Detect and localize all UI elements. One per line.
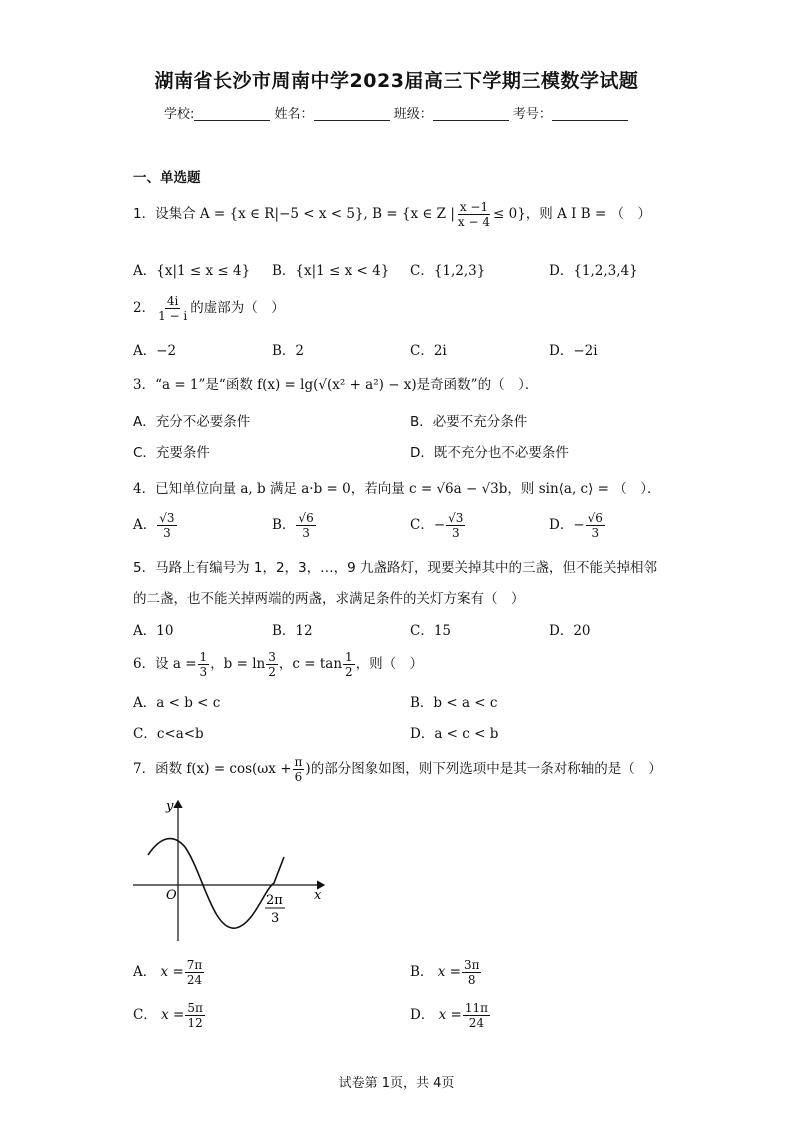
q1-option-c[interactable]: C．{1,2,3}: [410, 263, 486, 279]
question-3-stem: 3．“a = 1”是“函数 f(x) = lg(√(x² + a²) − x)是奇函数”的（ ）．: [133, 377, 539, 393]
q1-set-b-post: ≤ 0}: [493, 206, 526, 222]
q4-option-c-letter: C．: [410, 517, 434, 533]
x-axis-label: x: [314, 888, 322, 903]
q6-fraction-1: [198, 650, 210, 679]
q7-option-c-fraction: [185, 1001, 205, 1030]
q4-option-d-fraction: [586, 511, 605, 540]
q2-option-a[interactable]: A．−2: [133, 343, 177, 359]
q4-option-a-numerator: √3: [159, 511, 175, 525]
q2-fraction: [156, 294, 189, 323]
q7-option-d-letter: D．: [410, 1007, 435, 1023]
q6-frac1-denominator: 3: [199, 665, 208, 679]
q7-option-b-pre: x =: [437, 964, 461, 980]
q7-option-a[interactable]: [133, 958, 205, 987]
q3-option-a[interactable]: A．充分不必要条件: [133, 414, 251, 430]
q7-option-a-numerator: 7π: [186, 958, 203, 972]
q4-option-b-numerator: √6: [298, 511, 314, 525]
q7-option-c[interactable]: [133, 1001, 206, 1030]
q6-option-b[interactable]: B．b < a < c: [410, 695, 498, 711]
q4-option-d-numerator: √6: [587, 511, 603, 525]
y-axis-label: y: [166, 799, 174, 814]
q6-fraction-2: [266, 650, 278, 679]
q1-text-a: 1．设集合: [133, 206, 196, 222]
q4-option-a[interactable]: [133, 511, 178, 540]
q1-set-b-pre: {x ∈ Z |: [401, 206, 455, 222]
q2-option-b[interactable]: B．2: [272, 343, 305, 359]
question-5-line-2: 的二盏，也不能关掉两端的两盏，求满足条件的关灯方案有（ ）: [133, 591, 525, 607]
q6-frac2-numerator: 3: [268, 650, 276, 664]
q7-text-1: 7．函数 f(x) = cos(ωx +: [133, 761, 292, 777]
cosine-curve: [148, 839, 284, 929]
q5-option-a[interactable]: A．10: [133, 623, 174, 639]
q1-text-c: A I B = （ ）: [557, 206, 652, 222]
name-blank[interactable]: [314, 106, 390, 121]
q6-text-3: ，c = tan: [278, 656, 343, 672]
section-title: 一、单选题: [133, 170, 201, 186]
q4-option-c-sign: −: [433, 517, 446, 533]
q4-option-a-letter: A．: [133, 517, 157, 533]
q2-frac-numerator: 4i: [166, 294, 179, 308]
q7-option-b-numerator: 3π: [463, 958, 480, 972]
q6-fraction-3: [343, 650, 355, 679]
id-label: 考号：: [512, 107, 552, 122]
q5-option-c[interactable]: C．15: [410, 623, 452, 639]
q1-fraction: [456, 200, 492, 229]
q7-option-c-letter: C．: [133, 1007, 157, 1023]
q7-option-a-fraction: [185, 958, 205, 987]
q4-option-a-denominator: 3: [163, 526, 171, 540]
q1-option-d[interactable]: D．{1,2,3,4}: [549, 263, 638, 279]
q2-option-d[interactable]: D．−2i: [549, 343, 598, 359]
q3-option-c[interactable]: C．充要条件: [133, 445, 210, 461]
q6-text-1: 6．设 a =: [133, 656, 197, 672]
q7-option-b-fraction: [462, 958, 482, 987]
q7-option-a-pre: x =: [160, 964, 184, 980]
q6-frac1-numerator: 1: [199, 650, 208, 664]
q7-option-d[interactable]: [410, 1001, 491, 1030]
tick-denominator: 3: [271, 911, 280, 926]
question-4-stem: 4．已知单位向量 a, b 满足 a·b = 0，若向量 c = √6a − √3b，则 sin⟨a, c⟩ = （ ）．: [133, 481, 661, 497]
q7-option-d-numerator: 11π: [464, 1001, 488, 1015]
q6-option-a[interactable]: A．a < b < c: [133, 695, 221, 711]
q4-option-b-letter: B．: [272, 517, 296, 533]
q6-text-2: ，b = ln: [210, 656, 266, 672]
q4-option-c-fraction: [446, 511, 465, 540]
q4-option-d-letter: D．: [549, 517, 574, 533]
q3-option-d[interactable]: D．既不充分也不必要条件: [410, 445, 569, 461]
q4-option-b-denominator: 3: [302, 526, 310, 540]
q7-option-c-numerator: 5π: [187, 1001, 203, 1015]
q4-option-b[interactable]: [272, 511, 317, 540]
question-6-stem: [133, 650, 423, 679]
page-footer: 试卷第 1页，共 4页: [338, 1076, 455, 1091]
q6-option-c[interactable]: C．c<a<b: [133, 726, 204, 742]
page-title: 湖南省长沙市周南中学2023届高三下学期三模数学试题: [154, 70, 639, 92]
q7-option-a-denominator: 24: [186, 973, 203, 987]
name-label: 姓名：: [274, 107, 314, 122]
q1-text-b: ，则: [525, 206, 553, 222]
q7-option-d-pre: x =: [438, 1007, 462, 1023]
q7-option-a-letter: A．: [133, 964, 157, 980]
q7-option-b[interactable]: [410, 958, 482, 987]
q7-option-d-fraction: [463, 1001, 490, 1030]
q5-option-d[interactable]: D．20: [549, 623, 591, 639]
origin-label: O: [166, 888, 177, 903]
q4-option-d-denominator: 3: [591, 526, 600, 540]
q1-option-a[interactable]: A．{x|1 ≤ x ≤ 4}: [133, 263, 251, 279]
q4-option-c[interactable]: [410, 511, 466, 540]
school-label: 学校:: [164, 107, 195, 122]
q2-text: 的虚部为（ ）: [190, 300, 285, 316]
question-7-stem: [133, 755, 662, 784]
question-1-stem: [133, 200, 651, 229]
class-blank[interactable]: [433, 106, 509, 121]
q7-cosine-graph: [128, 795, 333, 945]
q4-option-a-fraction: [157, 511, 176, 540]
q4-option-d-sign: −: [573, 517, 585, 533]
q3-option-b[interactable]: B．必要不充分条件: [410, 414, 528, 430]
q2-number: 2．: [133, 300, 156, 316]
q4-option-b-fraction: [296, 511, 315, 540]
q6-frac3-denominator: 2: [345, 665, 353, 679]
q5-option-b[interactable]: B．12: [272, 623, 313, 639]
q7-text-2: )的部分图象如图，则下列选项中是其一条对称轴的是（ ）: [305, 761, 662, 777]
q1-set-a: A = {x ∈ R|−5 < x < 5}, B =: [199, 206, 402, 222]
q1-frac-numerator: x −1: [459, 200, 489, 214]
q6-frac2-denominator: 2: [268, 665, 276, 679]
q1-frac-denominator: x − 4: [457, 215, 490, 229]
q7-option-c-pre: x =: [161, 1007, 185, 1023]
id-blank[interactable]: [552, 106, 628, 121]
q7-frac-denominator: 6: [294, 770, 303, 784]
tick-numerator: 2π: [266, 893, 283, 908]
q6-option-d[interactable]: D．a < c < b: [410, 726, 499, 742]
student-info-line: [164, 103, 628, 122]
q2-option-c[interactable]: C．2i: [410, 343, 447, 359]
question-5-line-1: 5．马路上有编号为 1，2，3，…，9 九盏路灯，现要关掉其中的三盏，但不能关掉相邻: [133, 560, 658, 576]
q4-option-c-denominator: 3: [451, 526, 460, 540]
q6-text-4: ，则（ ）: [355, 656, 424, 672]
class-label: 班级：: [393, 107, 433, 122]
q7-option-b-letter: B．: [410, 964, 434, 980]
q7-option-d-denominator: 24: [468, 1016, 485, 1030]
q7-frac-numerator: π: [294, 755, 303, 769]
q6-frac3-numerator: 1: [345, 650, 353, 664]
q7-option-b-denominator: 8: [467, 973, 476, 987]
q1-option-b[interactable]: B．{x|1 ≤ x < 4}: [272, 263, 390, 279]
question-2-stem: [133, 294, 285, 323]
school-blank[interactable]: [194, 106, 270, 121]
q4-option-c-numerator: √3: [448, 511, 464, 525]
q7-option-c-denominator: 12: [187, 1016, 203, 1030]
q4-option-d[interactable]: [549, 511, 606, 540]
q7-fraction: [293, 755, 305, 784]
q2-frac-denominator: 1 − i: [158, 309, 188, 323]
